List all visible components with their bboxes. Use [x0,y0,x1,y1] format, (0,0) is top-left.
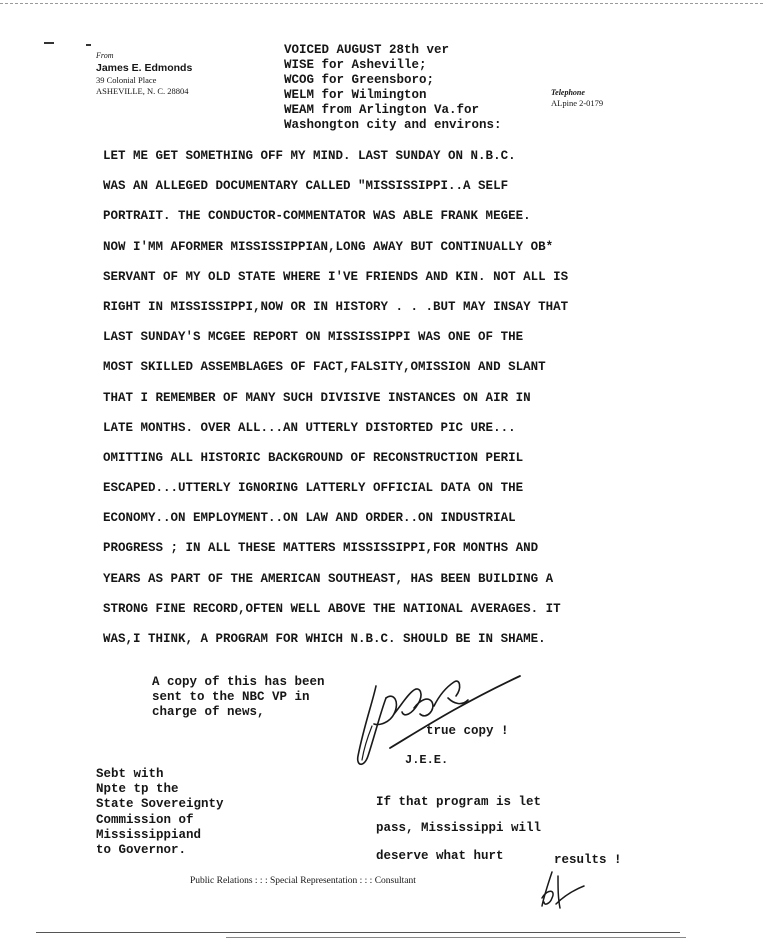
handwritten-initial-mark [538,868,588,912]
body-line: ESCAPED...UTTERLY IGNORING LATTERLY OFFICIAL DATA ON THE [103,481,524,496]
body-line: THAT I REMEMBER OF MANY SUCH DIVISIVE INSTANCES ON AIR IN [103,390,531,405]
sent-with-line: Npte tp the [96,782,179,797]
true-copy-note: true copy ! [426,724,509,738]
letterhead-footer: Public Relations : : : Special Representation : : : Consultant [190,876,416,886]
letterhead-sender [96,51,256,97]
telephone-number: ALpine 2-0179 [551,98,604,108]
page-bottom-rule [226,937,686,938]
sent-with-line: Mississippiand [96,827,202,842]
telephone-label: Telephone [551,88,585,97]
body-line: RIGHT IN MISSISSIPPI,NOW OR IN HISTORY . . .BUT MAY INSAY THAT [103,299,569,314]
body-line: NOW I'MM AFORMER MISSISSIPPIAN,LONG AWAY BUT CONTINUALLY OB* [103,239,554,254]
body-line: LET ME GET SOMETHING OFF MY MIND. LAST SUNDAY ON N.B.C. [103,149,516,163]
sent-with-line: Sebt with [96,767,164,781]
typed-initials: J.E.E. [405,753,449,767]
body-line: OMITTING ALL HISTORIC BACKGROUND OF RECONSTRUCTION PERIL [103,450,524,465]
scan-top-edge [0,3,763,4]
body-line: ECONOMY..ON EMPLOYMENT..ON LAW AND ORDER..ON INDUSTRIAL [103,511,516,526]
station-line: WISE for Asheville; [284,58,427,72]
sender-address-line-1: 39 Colonial Place [96,75,157,85]
postscript-line: deserve what hurt [376,849,504,863]
sent-with-line: State Sovereignty [96,797,224,812]
body-line: YEARS AS PART OF THE AMERICAN SOUTHEAST, HAS BEEN BUILDING A [103,571,554,586]
body-line: MOST SKILLED ASSEMBLAGES OF FACT,FALSITY,OMISSION AND SLANT [103,360,546,375]
sender-name: James E. Edmonds [96,62,193,74]
station-line: WEAM from Arlington Va.for [284,103,480,117]
body-line: LATE MONTHS. OVER ALL...AN UTTERLY DISTORTED PIC URE... [103,420,516,435]
station-line: Washongton city and environs: [284,118,502,132]
copy-note [152,675,372,720]
postscript-line: If that program is let [376,795,542,809]
station-line: WELM for Wilmington [284,88,427,102]
body-line: PROGRESS ; IN ALL THESE MATTERS MISSISSIPPI,FOR MONTHS AND [103,541,539,556]
sent-with-line: to Governor. [96,843,187,858]
postscript-line: results ! [554,853,622,867]
scan-speck [86,44,91,46]
body-line: WAS,I THINK, A PROGRAM FOR WHICH N.B.C. SHOULD BE IN SHAME. [103,632,546,646]
station-line: WCOG for Greensboro; [284,73,435,87]
body-line: WAS AN ALLEGED DOCUMENTARY CALLED "MISSISSIPPI..A SELF [103,179,509,194]
postscript-line: pass, Mississippi will [376,821,542,835]
body-line: STRONG FINE RECORD,OFTEN WELL ABOVE THE NATIONAL AVERAGES. IT [103,601,561,616]
sent-with-note [96,767,296,858]
copy-note-line: sent to the NBC VP in [152,690,310,704]
copy-note-line: charge of news, [152,705,265,719]
scan-speck [44,42,54,44]
copy-note-line: A copy of this has been [152,675,325,689]
sender-address-line-2: ASHEVILLE, N. C. 28804 [96,86,189,96]
body-line: PORTRAIT. THE CONDUCTOR-COMMENTATOR WAS ABLE FRANK MEGEE. [103,209,531,224]
sent-with-line: Commission of [96,812,194,827]
body-line: SERVANT OF MY OLD STATE WHERE I'VE FRIENDS AND KIN. NOT ALL IS [103,269,569,284]
from-label: From [96,51,114,60]
body-line: LAST SUNDAY'S MCGEE REPORT ON MISSISSIPPI WAS ONE OF THE [103,330,524,345]
station-line: VOICED AUGUST 28th ver [284,43,450,57]
station-list [284,43,584,133]
page-bottom-rule [36,932,680,933]
letter-body [103,148,668,661]
